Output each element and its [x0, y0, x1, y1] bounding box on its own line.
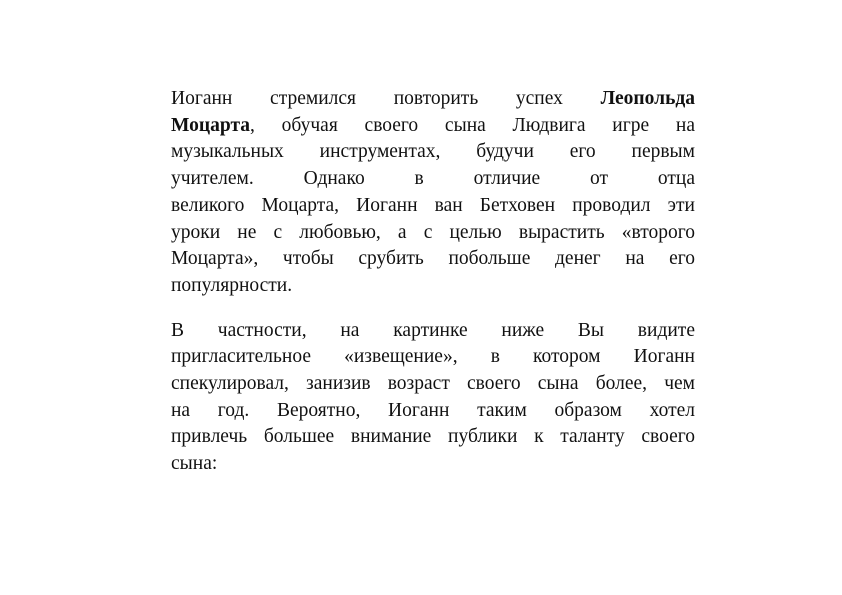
paragraph-1-line-4: учителем. Однако в отличие от отца	[171, 168, 695, 190]
paragraph-2-line-2: пригласительное «извещение», в котором Иоганн	[171, 346, 695, 368]
paragraph-1-line-1	[171, 86, 695, 113]
paragraph-1-line-5: великого Моцарта, Иоганн ван Бетховен проводил эти	[171, 194, 695, 216]
paragraph-2-line-3: спекулировал, занизив возраст своего сына более, чем	[171, 373, 695, 395]
paragraph-2-line-4: на год. Вероятно, Иоганн таким образом хотел	[171, 399, 695, 421]
bold-name: Леопольда	[600, 88, 695, 109]
paragraph-2	[171, 318, 695, 478]
paragraph-2-line-6: сына:	[171, 453, 218, 475]
text-run: , обучая своего сына Людвига игре на	[250, 114, 695, 136]
text-body	[171, 86, 695, 478]
paragraph-1-line-7: Моцарта», чтобы срубить побольше денег на его	[171, 248, 695, 270]
paragraph-2-line-1: В частности, на картинке ниже Вы видите	[171, 319, 695, 341]
text-run: Иоганн стремился повторить успех	[171, 88, 601, 109]
paragraph-1	[171, 86, 695, 300]
paragraph-1-line-8: популярности.	[171, 274, 293, 296]
paragraph-1-line-6: уроки не с любовью, а с целью вырастить «второго	[171, 221, 695, 243]
paragraph-1-line-2	[171, 113, 695, 140]
paragraph-2-line-5: привлечь большее внимание публики к таланту своего	[171, 426, 695, 448]
bold-name: Моцарта	[171, 114, 251, 136]
paragraph-1-line-3: музыкальных инструментах, будучи его первым	[171, 141, 695, 163]
